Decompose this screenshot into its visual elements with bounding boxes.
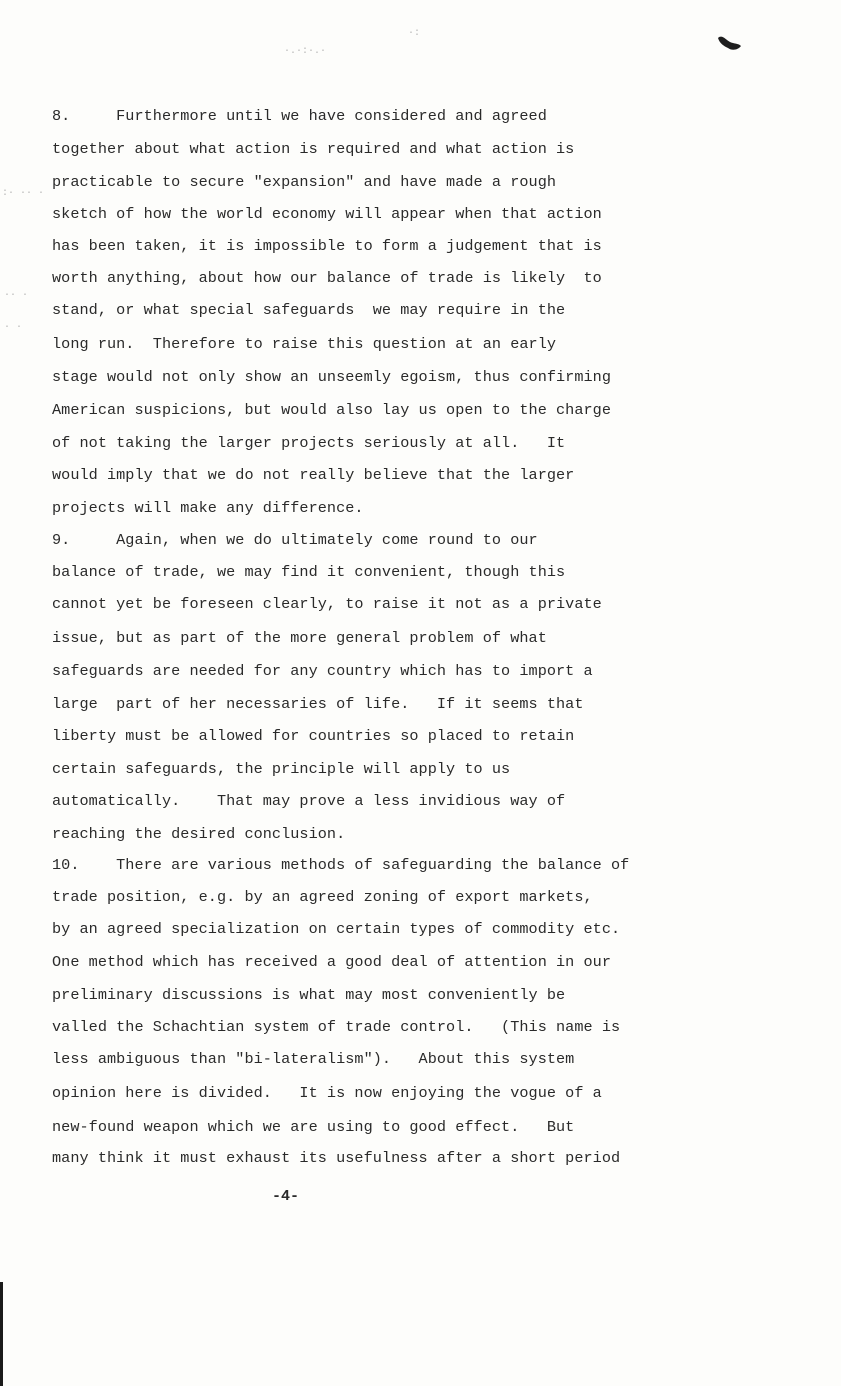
text-line: preliminary discussions is what may most conveniently be [52, 986, 566, 1004]
text-line: certain safeguards, the principle will apply to us [52, 760, 511, 778]
text-line: 10. There are various methods of safeguarding the balance of [52, 856, 630, 874]
text-line: One method which has received a good deal of attention in our [52, 953, 612, 971]
text-line: would imply that we do not really believe that the larger [52, 466, 575, 484]
text-line: new-found weapon which we are using to good effect. But [52, 1118, 575, 1136]
text-line: together about what action is required and what action is [52, 140, 575, 158]
text-line: stage would not only show an unseemly egoism, thus confirming [52, 368, 612, 386]
text-line: sketch of how the world economy will appear when that action [52, 205, 602, 223]
text-line: 8. Furthermore until we have considered and agreed [52, 107, 547, 125]
text-line: cannot yet be foreseen clearly, to raise it not as a private [52, 595, 602, 613]
text-line: by an agreed specialization on certain types of commodity etc. [52, 920, 621, 938]
text-line: practicable to secure "expansion" and have made a rough [52, 173, 557, 191]
text-line: large part of her necessaries of life. If it seems that [52, 695, 584, 713]
text-line: American suspicions, but would also lay us open to the charge [52, 401, 612, 419]
page-number: -4- [272, 1188, 300, 1205]
text-line: reaching the desired conclusion. [52, 825, 346, 843]
text-line: liberty must be allowed for countries so placed to retain [52, 727, 575, 745]
text-line: trade position, e.g. by an agreed zoning of export markets, [52, 888, 593, 906]
text-line: balance of trade, we may find it convenient, though this [52, 563, 566, 581]
ink-smudge: ·: [408, 28, 421, 39]
text-line: less ambiguous than "bi-lateralism"). About this system [52, 1050, 575, 1068]
text-line: 9. Again, when we do ultimately come round to our [52, 531, 538, 549]
text-line: safeguards are needed for any country which has to import a [52, 662, 593, 680]
text-line: long run. Therefore to raise this question at an early [52, 335, 557, 353]
ink-smudge: ·· · [4, 290, 29, 301]
ink-smudge: ·.·:·.· [284, 46, 327, 57]
text-line: automatically. That may prove a less invidious way of [52, 792, 566, 810]
text-line: issue, but as part of the more general problem of what [52, 629, 547, 647]
text-line: many think it must exhaust its usefulness after a short period [52, 1149, 621, 1167]
ink-smudge: · · [4, 322, 23, 333]
text-line: valled the Schachtian system of trade control. (This name is [52, 1018, 621, 1036]
text-line: worth anything, about how our balance of trade is likely to [52, 269, 602, 287]
text-line: stand, or what special safeguards we may require in the [52, 301, 566, 319]
corner-ink-mark [716, 34, 742, 54]
text-line: projects will make any difference. [52, 499, 364, 517]
ink-smudge: :· ·· · [2, 188, 45, 199]
text-line: of not taking the larger projects seriously at all. It [52, 434, 566, 452]
edge-mark [0, 1282, 3, 1386]
text-line: has been taken, it is impossible to form a judgement that is [52, 237, 602, 255]
text-line: opinion here is divided. It is now enjoying the vogue of a [52, 1084, 602, 1102]
